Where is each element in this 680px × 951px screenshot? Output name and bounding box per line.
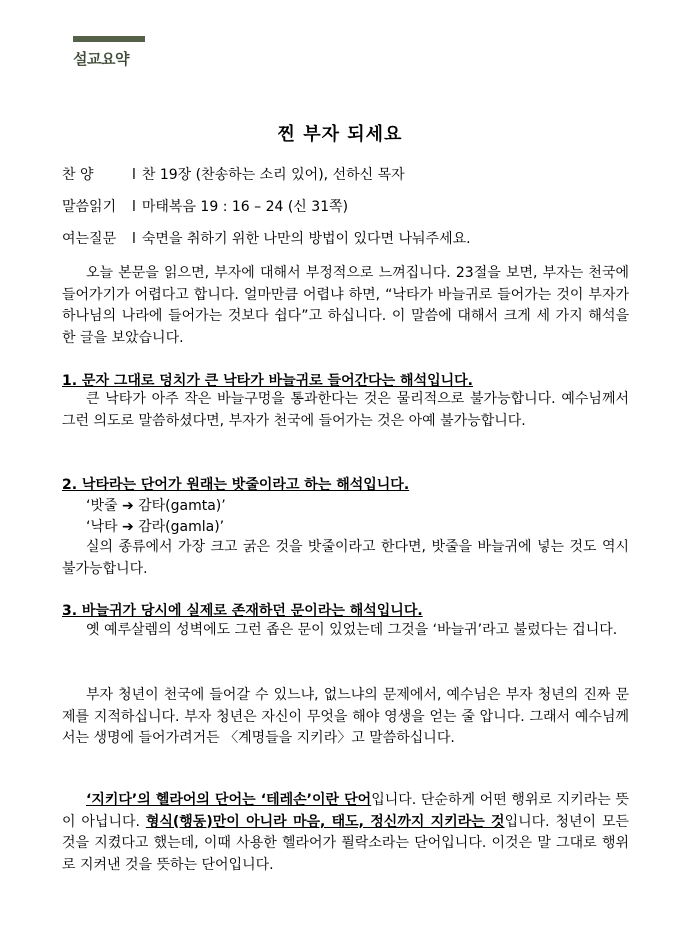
point-1-heading: 1. 문자 그대로 덩치가 큰 낙타가 바늘귀로 들어간다는 해석입니다. [62,373,473,389]
meta-key: 말씀읽기 [62,199,117,215]
point-3-body: 옛 예루살렘의 성벽에도 그런 좁은 문이 있었는데 그것을 ‘바늘귀’라고 불렀다는 겁니다. [86,622,618,638]
meta-sep: l [132,167,136,183]
meta-value: 숙면을 취하기 위한 나만의 방법이 있다면 나눠주세요. [141,231,471,247]
meta-key: 여는질문 [62,231,117,247]
paragraph-tereson [62,790,629,876]
meta-value: 마태복음 19 : 16 – 24 (신 31쪽) [141,199,349,215]
meta-key: 찬 양 [62,167,94,183]
emphasis-heart: 형식(행동)만이 아니라 마음, 태도, 정신까지 지키라는 것 [145,813,505,830]
paragraph-young-rich: 부자 청년이 천국에 들어갈 수 있느냐, 없느냐의 문제에서, 예수님은 부자 청년의 진짜 문제를 지적하십니다. 부자 청년은 자신이 무엇을 해야 영생을 얻는 줄 압니다. 그래서 예수님께서는 생명에 들어가려거든 〈계명들을 지키라〉고 말씀하십니다. [62,687,629,746]
page-title: 찐 부자 되세요 [277,124,403,145]
meta-hymn [62,164,405,184]
text-segment: 입니다. 단순하게 어떤 행위로 지키라는 뜻이 아닙니다. [62,792,630,830]
meta-question [62,228,471,248]
meta-reading [62,196,348,216]
point-2-heading: 2. 낙타라는 단어가 원래는 밧줄이라고 하는 해석입니다. [62,477,410,493]
meta-value: 찬 19장 (찬송하는 소리 있어), 선하신 목자 [141,167,405,183]
point-3-heading: 3. 바늘귀가 당시에 실제로 존재하던 문이라는 해석입니다. [62,603,423,619]
section-label: 설교요약 [73,50,129,68]
point-1-body: 큰 낙타가 아주 작은 바늘구멍을 통과한다는 것은 물리적으로 불가능합니다. 예수님께서 그런 의도로 말씀하셨다면, 부자가 천국에 들어가는 것은 아예 불가능합니다. [62,391,629,429]
point-2-line-2: ‘낙타 ➔ 감라(gamla)’ [86,519,225,535]
meta-sep: l [132,231,136,247]
point-2-body: 실의 종류에서 가장 크고 굵은 것을 밧줄이라고 한다면, 밧줄을 바늘귀에 넣는 것도 역시 불가능합니다. [62,539,629,577]
point-2-line-1: ‘밧줄 ➔ 감타(gamta)’ [86,498,226,514]
emphasis-tereson: ‘지키다’의 헬라어의 단어는 ‘테레손’이란 단어 [86,792,372,808]
text-segment: 입니다. 청년이 모든 것을 지켰다고 했는데, 이때 사용한 헬라어가 퓔락소라는 단어입니다. 이것은 말 그대로 행위로 지켜낸 것을 뜻하는 단어입니다. [62,813,629,873]
intro-paragraph: 오늘 본문을 읽으면, 부자에 대해서 부정적으로 느껴집니다. 23절을 보면, 부자는 천국에 들어가기가 어렵다고 합니다. 얼마만큼 어렵냐 하면, “낙타가 바늘귀로 들어가는 것이 부자가 하나님의 나라에 들어가는 것보다 쉽다”고 하십니다. 이 말씀에 대해서 크게 세 가지 해석을 한 글을 보았습니다. [62,265,629,346]
meta-sep: l [132,199,136,215]
header-bar [73,36,145,42]
